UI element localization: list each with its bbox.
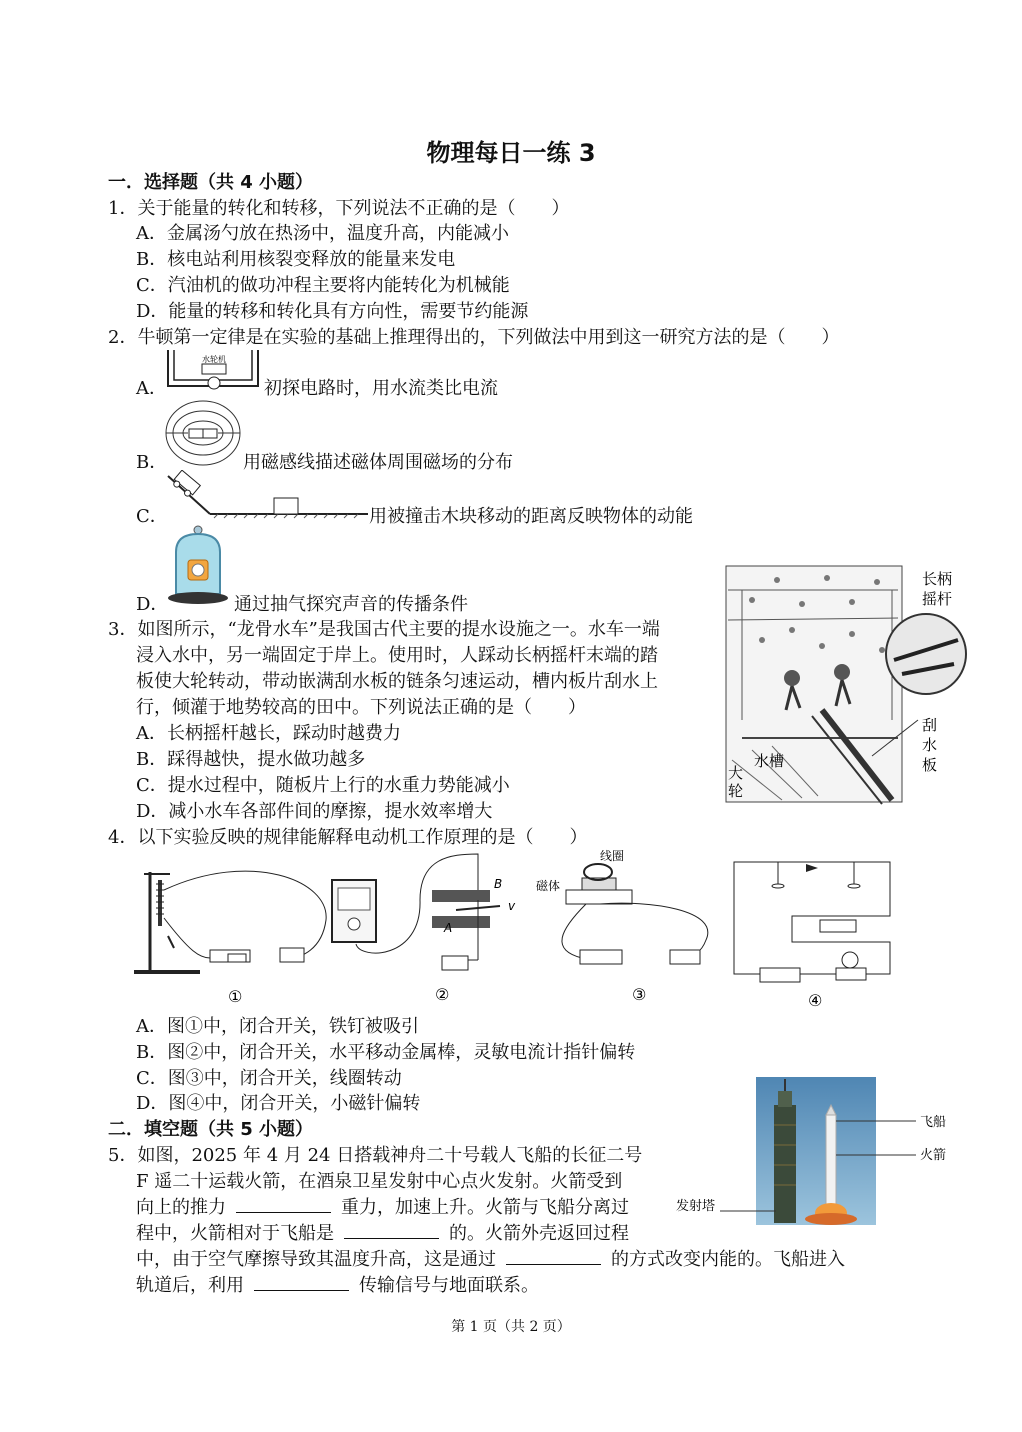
label-long-handle-2: 摇杆 [922, 590, 953, 608]
question-3-line-4: 行，倾灌于地势较高的田中。下列说法正确的是（ ） [136, 697, 586, 718]
water-turbine-label: 水轮机 [202, 355, 226, 364]
question-1-option-c: C．汽油机的做功冲程主要将内能转化为机械能 [136, 275, 510, 296]
page-footer: 第 1 页（共 2 页） [451, 1319, 571, 1335]
label-scraper-1: 刮 [922, 716, 938, 734]
question-1-stem: 1．关于能量的转化和转移，下列说法不正确的是（ ） [108, 198, 570, 219]
question-5-line-6b: 传输信号与地面联系。 [359, 1275, 539, 1296]
question-2-option-c-text: 用被撞击木块移动的距离反映物体的动能 [369, 506, 693, 527]
answer-blank-1[interactable] [236, 1194, 331, 1213]
question-2-option-d-text: 通过抽气探究声音的传播条件 [234, 594, 468, 615]
label-big-wheel-1: 大 [728, 764, 744, 782]
question-4-option-d: D．图④中，闭合开关，小磁针偏转 [136, 1093, 421, 1114]
question-2-option-a-text: 初探电路时，用水流类比电流 [264, 378, 498, 399]
label-big-wheel-2: 轮 [728, 782, 744, 800]
question-4-option-b: B．图②中，闭合开关，水平移动金属棒，灵敏电流计指针偏转 [136, 1042, 636, 1063]
question-4-stem: 4．以下实验反映的规律能解释电动机工作原理的是（ ） [108, 827, 588, 848]
figure-4-label: ④ [808, 991, 823, 1010]
question-3-line-1: 3．如图所示，“龙骨水车”是我国古代主要的提水设施之一。水车一端 [108, 619, 660, 640]
label-scraper-3: 板 [922, 756, 938, 774]
question-5-line-6 [136, 1271, 539, 1297]
question-5-line-6a: 轨道后，利用 [136, 1275, 244, 1296]
figure-4-oersted [734, 862, 890, 982]
question-2-option-b-text: 用磁感线描述磁体周围磁场的分布 [243, 452, 513, 473]
bell-jar-figure [166, 522, 232, 606]
question-1-option-d: D．能量的转移和转化具有方向性，需要节约能源 [136, 301, 529, 322]
question-4-option-c: C．图③中，闭合开关，线圈转动 [136, 1068, 402, 1089]
question-5-line-3 [136, 1193, 629, 1219]
question-2-option-d-label: D． [136, 594, 169, 615]
question-3-line-2: 浸入水中，另一端固定于岸上。使用时，人踩动长柄摇杆末端的踏 [136, 645, 658, 666]
question-3-option-a: A．长柄摇杆越长，踩动时越费力 [136, 723, 401, 744]
question-2-option-c-label: C． [136, 506, 168, 527]
figure-2-label-v: v [508, 899, 516, 913]
question-4-option-a: A．图①中，闭合开关，铁钉被吸引 [136, 1016, 419, 1037]
figure-3-motor [562, 864, 708, 964]
dragon-bone-waterwheel-figure [722, 560, 968, 808]
magnetic-field-lines-figure [164, 398, 242, 468]
question-1-option-b: B．核电站利用核裂变释放的能量来发电 [136, 249, 456, 270]
answer-blank-3[interactable] [506, 1246, 601, 1265]
label-long-handle-1: 长柄 [922, 570, 953, 588]
question-5-line-4a: 程中，火箭相对于飞船是 [136, 1223, 334, 1244]
question-3-option-d: D．减小水车各部件间的摩擦，提水效率增大 [136, 801, 493, 822]
ramp-block-figure [164, 470, 368, 520]
question-5-line-4 [136, 1219, 629, 1245]
question-5-line-1: 5．如图，2025 年 4 月 24 日搭载神舟二十号载人飞船的长征二号 [108, 1145, 643, 1166]
label-scraper-2: 水 [922, 736, 938, 754]
figure-2-induction [332, 854, 503, 970]
question-1-option-a: A．金属汤勺放在热汤中，温度升高，内能减小 [136, 223, 509, 244]
question-5-line-4b: 的。火箭外壳返回过程 [449, 1223, 629, 1244]
section-heading-choice: 一．选择题（共 4 小题） [108, 172, 314, 193]
question-3-option-c: C．提水过程中，随板片上行的水重力势能减小 [136, 775, 510, 796]
label-launch-tower: 发射塔 [676, 1199, 716, 1214]
experiment-figures [130, 840, 920, 1010]
question-2-option-b-label: B． [136, 452, 168, 473]
section-heading-fill: 二．填空题（共 5 小题） [108, 1119, 314, 1140]
question-3-line-3: 板使大轮转动，带动嵌满刮水板的链条匀速运动，槽内板片刮水上 [136, 671, 658, 692]
label-water-trough: 水槽 [754, 752, 785, 770]
rocket-launch-figure [676, 1075, 966, 1227]
figure-1-label: ① [228, 987, 243, 1006]
question-3-option-b: B．踩得越快，提水做功越多 [136, 749, 366, 770]
figure-2-label-b: B [494, 877, 503, 891]
label-rocket: 火箭 [920, 1148, 947, 1163]
question-2-stem: 2．牛顿第一定律是在实验的基础上推理得出的，下列做法中用到这一研究方法的是（ ） [108, 327, 840, 348]
question-5-line-2: F 遥二十运载火箭，在酒泉卫星发射中心点火发射。火箭受到 [136, 1171, 623, 1192]
figure-2-label: ② [435, 985, 450, 1004]
figure-3-label: ③ [632, 985, 647, 1004]
question-5-line-5 [136, 1245, 845, 1271]
question-5-line-3a: 向上的推力 [136, 1197, 226, 1218]
figure-3-coil-label: 线圈 [600, 849, 625, 863]
answer-blank-4[interactable] [254, 1272, 349, 1291]
label-spaceship: 飞船 [920, 1115, 947, 1130]
question-5-line-5a: 中，由于空气摩擦导致其温度升高，这是通过 [136, 1249, 496, 1270]
page-title: 物理每日一练 3 [426, 139, 596, 167]
figure-1-electromagnet [134, 871, 326, 972]
water-circuit-figure [164, 346, 262, 396]
figure-3-magnet-label: 磁体 [536, 879, 561, 893]
figure-2-label-a: A [444, 921, 453, 935]
question-5-line-5b: 的方式改变内能的。飞船进入 [611, 1249, 845, 1270]
answer-blank-2[interactable] [344, 1220, 439, 1239]
question-2-option-a-label: A． [136, 378, 167, 399]
question-5-line-3b: 重力，加速上升。火箭与飞船分离过 [341, 1197, 629, 1218]
